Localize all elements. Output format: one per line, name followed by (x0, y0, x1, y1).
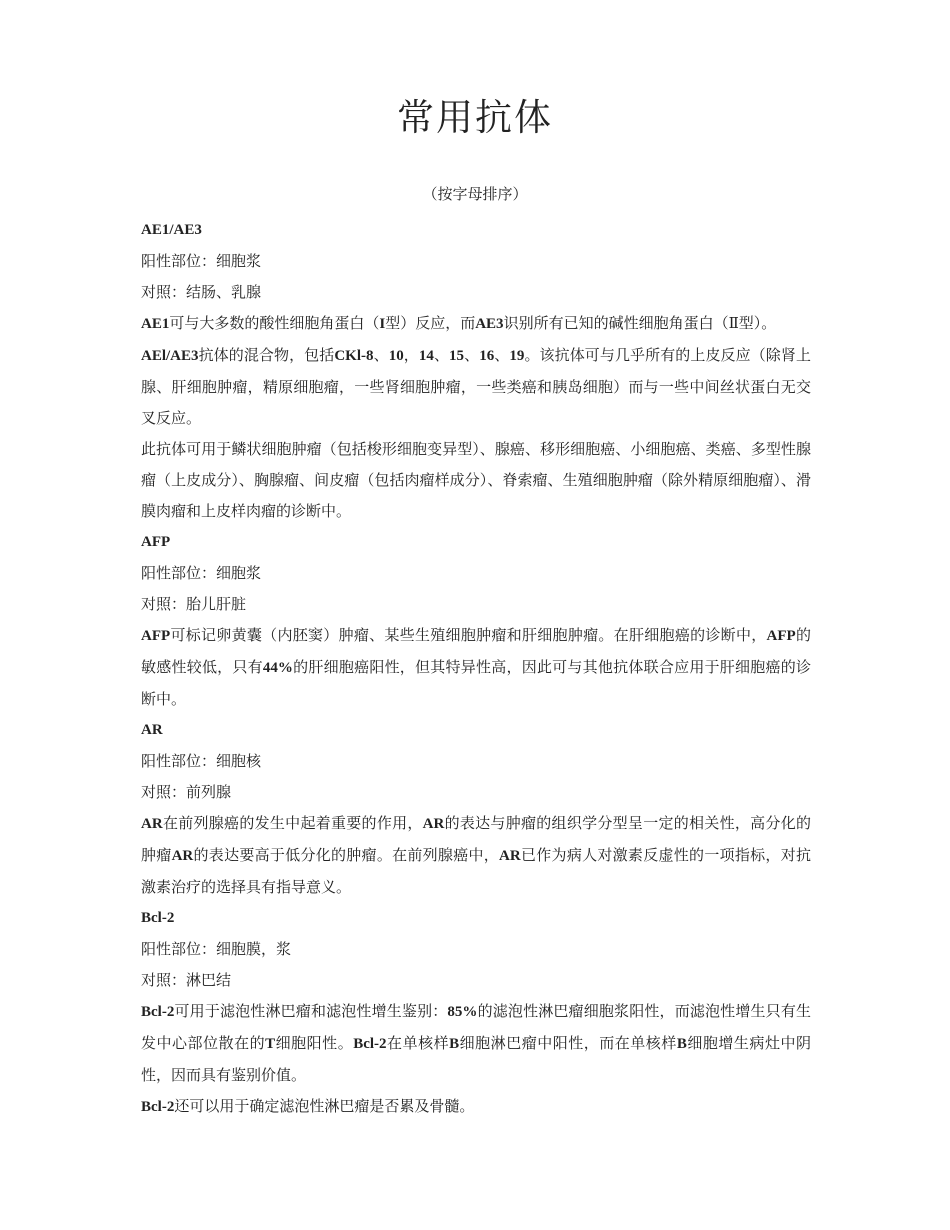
text-run: 细胞增生病灶中阴性，因而具有鉴别价值。 (141, 1034, 811, 1084)
description-paragraph (141, 308, 811, 340)
text-run: 的滤泡性淋巴瘤细胞浆阳性，而滤泡性增生只有生发中心部位散在的 (141, 1002, 811, 1052)
bold-term: I (379, 316, 386, 332)
bold-term: Bcl-2 (141, 1099, 175, 1115)
bold-term: B (449, 1036, 460, 1052)
antibody-heading: Bcl-2 (141, 910, 175, 926)
control-tissue: 对照：前列腺 (141, 783, 232, 801)
text-run: 在前列腺癌的发生中起着重要的作用， (162, 814, 423, 832)
bold-term: T (265, 1036, 276, 1052)
text-run: 已作为病人对激素反虚性的一项指标，对抗激素治疗的选择具有指导意义。 (141, 846, 811, 896)
description-paragraph (141, 808, 811, 903)
text-run: 细胞淋巴瘤中阳性，而在单核样 (459, 1034, 677, 1052)
control-tissue: 对照：胎儿肝脏 (141, 595, 247, 613)
text-run: 细胞阳性。 (275, 1034, 354, 1052)
antibody-heading: AR (141, 722, 163, 738)
antibody-heading: AFP (141, 534, 171, 550)
positive-site: 阳性部位：细胞核 (141, 752, 262, 770)
bold-term: AR (141, 816, 163, 832)
text-run: 的表达与肿瘤的组织学分型呈一定的相关性，高分化的肿瘤 (141, 814, 811, 864)
bold-term: Bcl-2 (353, 1036, 387, 1052)
bold-term: AE3 (475, 316, 504, 332)
text-run: 可用于滤泡性淋巴瘤和滤泡性增生鉴别： (174, 1002, 448, 1020)
bold-term: AR (499, 848, 521, 864)
bold-term: B (676, 1036, 687, 1052)
text-run: 可标记卵黄囊（内胚窦）肿瘤、某些生殖细胞肿瘤和肝细胞肿瘤。在肝细胞癌的诊断中， (170, 626, 767, 644)
bold-term: AE1 (141, 316, 170, 332)
bold-term: 10 (388, 348, 404, 364)
text-run: 识别所有已知的碱性细胞角蛋白（Ⅱ型）。 (503, 314, 777, 332)
antibody-heading: AE1/AE3 (141, 222, 202, 238)
text-run: 、 (464, 346, 480, 364)
bold-term: AR (422, 816, 445, 832)
bold-term: Bcl-2 (141, 1004, 175, 1020)
bold-term: AFP (766, 628, 796, 644)
bold-term: AR (171, 848, 194, 864)
text-run: 的肝细胞癌阳性，但其特异性高，因此可与其他抗体联合应用于肝细胞癌的诊断中。 (141, 658, 811, 708)
document-body (141, 215, 811, 1123)
text-run: 抗体的混合物，包括 (198, 346, 335, 364)
text-run: 的敏感性较低，只有 (141, 626, 811, 676)
text-run: 在单核样 (386, 1034, 450, 1052)
bold-term: 16 (479, 348, 495, 364)
bold-term: 44% (262, 660, 293, 676)
description-paragraph (141, 620, 811, 715)
text-run: ， (403, 346, 419, 364)
description-paragraph (141, 434, 811, 527)
description-paragraph (141, 996, 811, 1091)
page-subtitle: （按字母排序） (422, 185, 528, 203)
text-run: 。该抗体可与几乎所有的上皮反应（除肾上腺、肝细胞肿瘤，精原细胞瘤，一些肾细胞肿瘤，一些类癌和胰岛细胞）而与一些中间丝状蛋白无交叉反应。 (141, 346, 811, 427)
bold-term: 15 (449, 348, 465, 364)
text-run: 、 (373, 346, 389, 364)
page-title: 常用抗体 (397, 96, 553, 139)
text-run: 的表达要高于低分化的肿瘤。在前列腺癌中， (193, 846, 500, 864)
description-paragraph (141, 340, 811, 434)
text-run: 此抗体可用于鳞状细胞肿瘤（包括梭形细胞变异型）、腺癌、移形细胞癌、小细胞癌、类癌、多型性腺瘤（上皮成分）、胸腺瘤、间皮瘤（包括肉瘤样成分）、脊索瘤、生殖细胞肿瘤（除外精原细胞瘤）、滑膜肉瘤和上皮样肉瘤的诊断中。 (141, 440, 811, 520)
description-paragraph (141, 1091, 811, 1123)
bold-term: 19 (509, 348, 525, 364)
bold-term: CKl-8 (334, 348, 374, 364)
text-run: 型）反应，而 (385, 314, 476, 332)
text-run: 、 (494, 346, 510, 364)
text-run: 可与大多数的酸性细胞角蛋白（ (169, 314, 380, 332)
text-run: 、 (433, 346, 450, 364)
control-tissue: 对照：淋巴结 (141, 971, 232, 989)
positive-site: 阳性部位：细胞浆 (141, 252, 262, 270)
text-run: 还可以用于确定滤泡性淋巴瘤是否累及骨髓。 (174, 1097, 475, 1115)
bold-term: 14 (418, 348, 434, 364)
bold-term: AEl/AE3 (141, 348, 199, 364)
bold-term: AFP (141, 628, 171, 644)
positive-site: 阳性部位：细胞浆 (141, 564, 262, 582)
positive-site: 阳性部位：细胞膜，浆 (141, 940, 292, 958)
bold-term: 85% (447, 1004, 478, 1020)
control-tissue: 对照：结肠、乳腺 (141, 283, 262, 301)
